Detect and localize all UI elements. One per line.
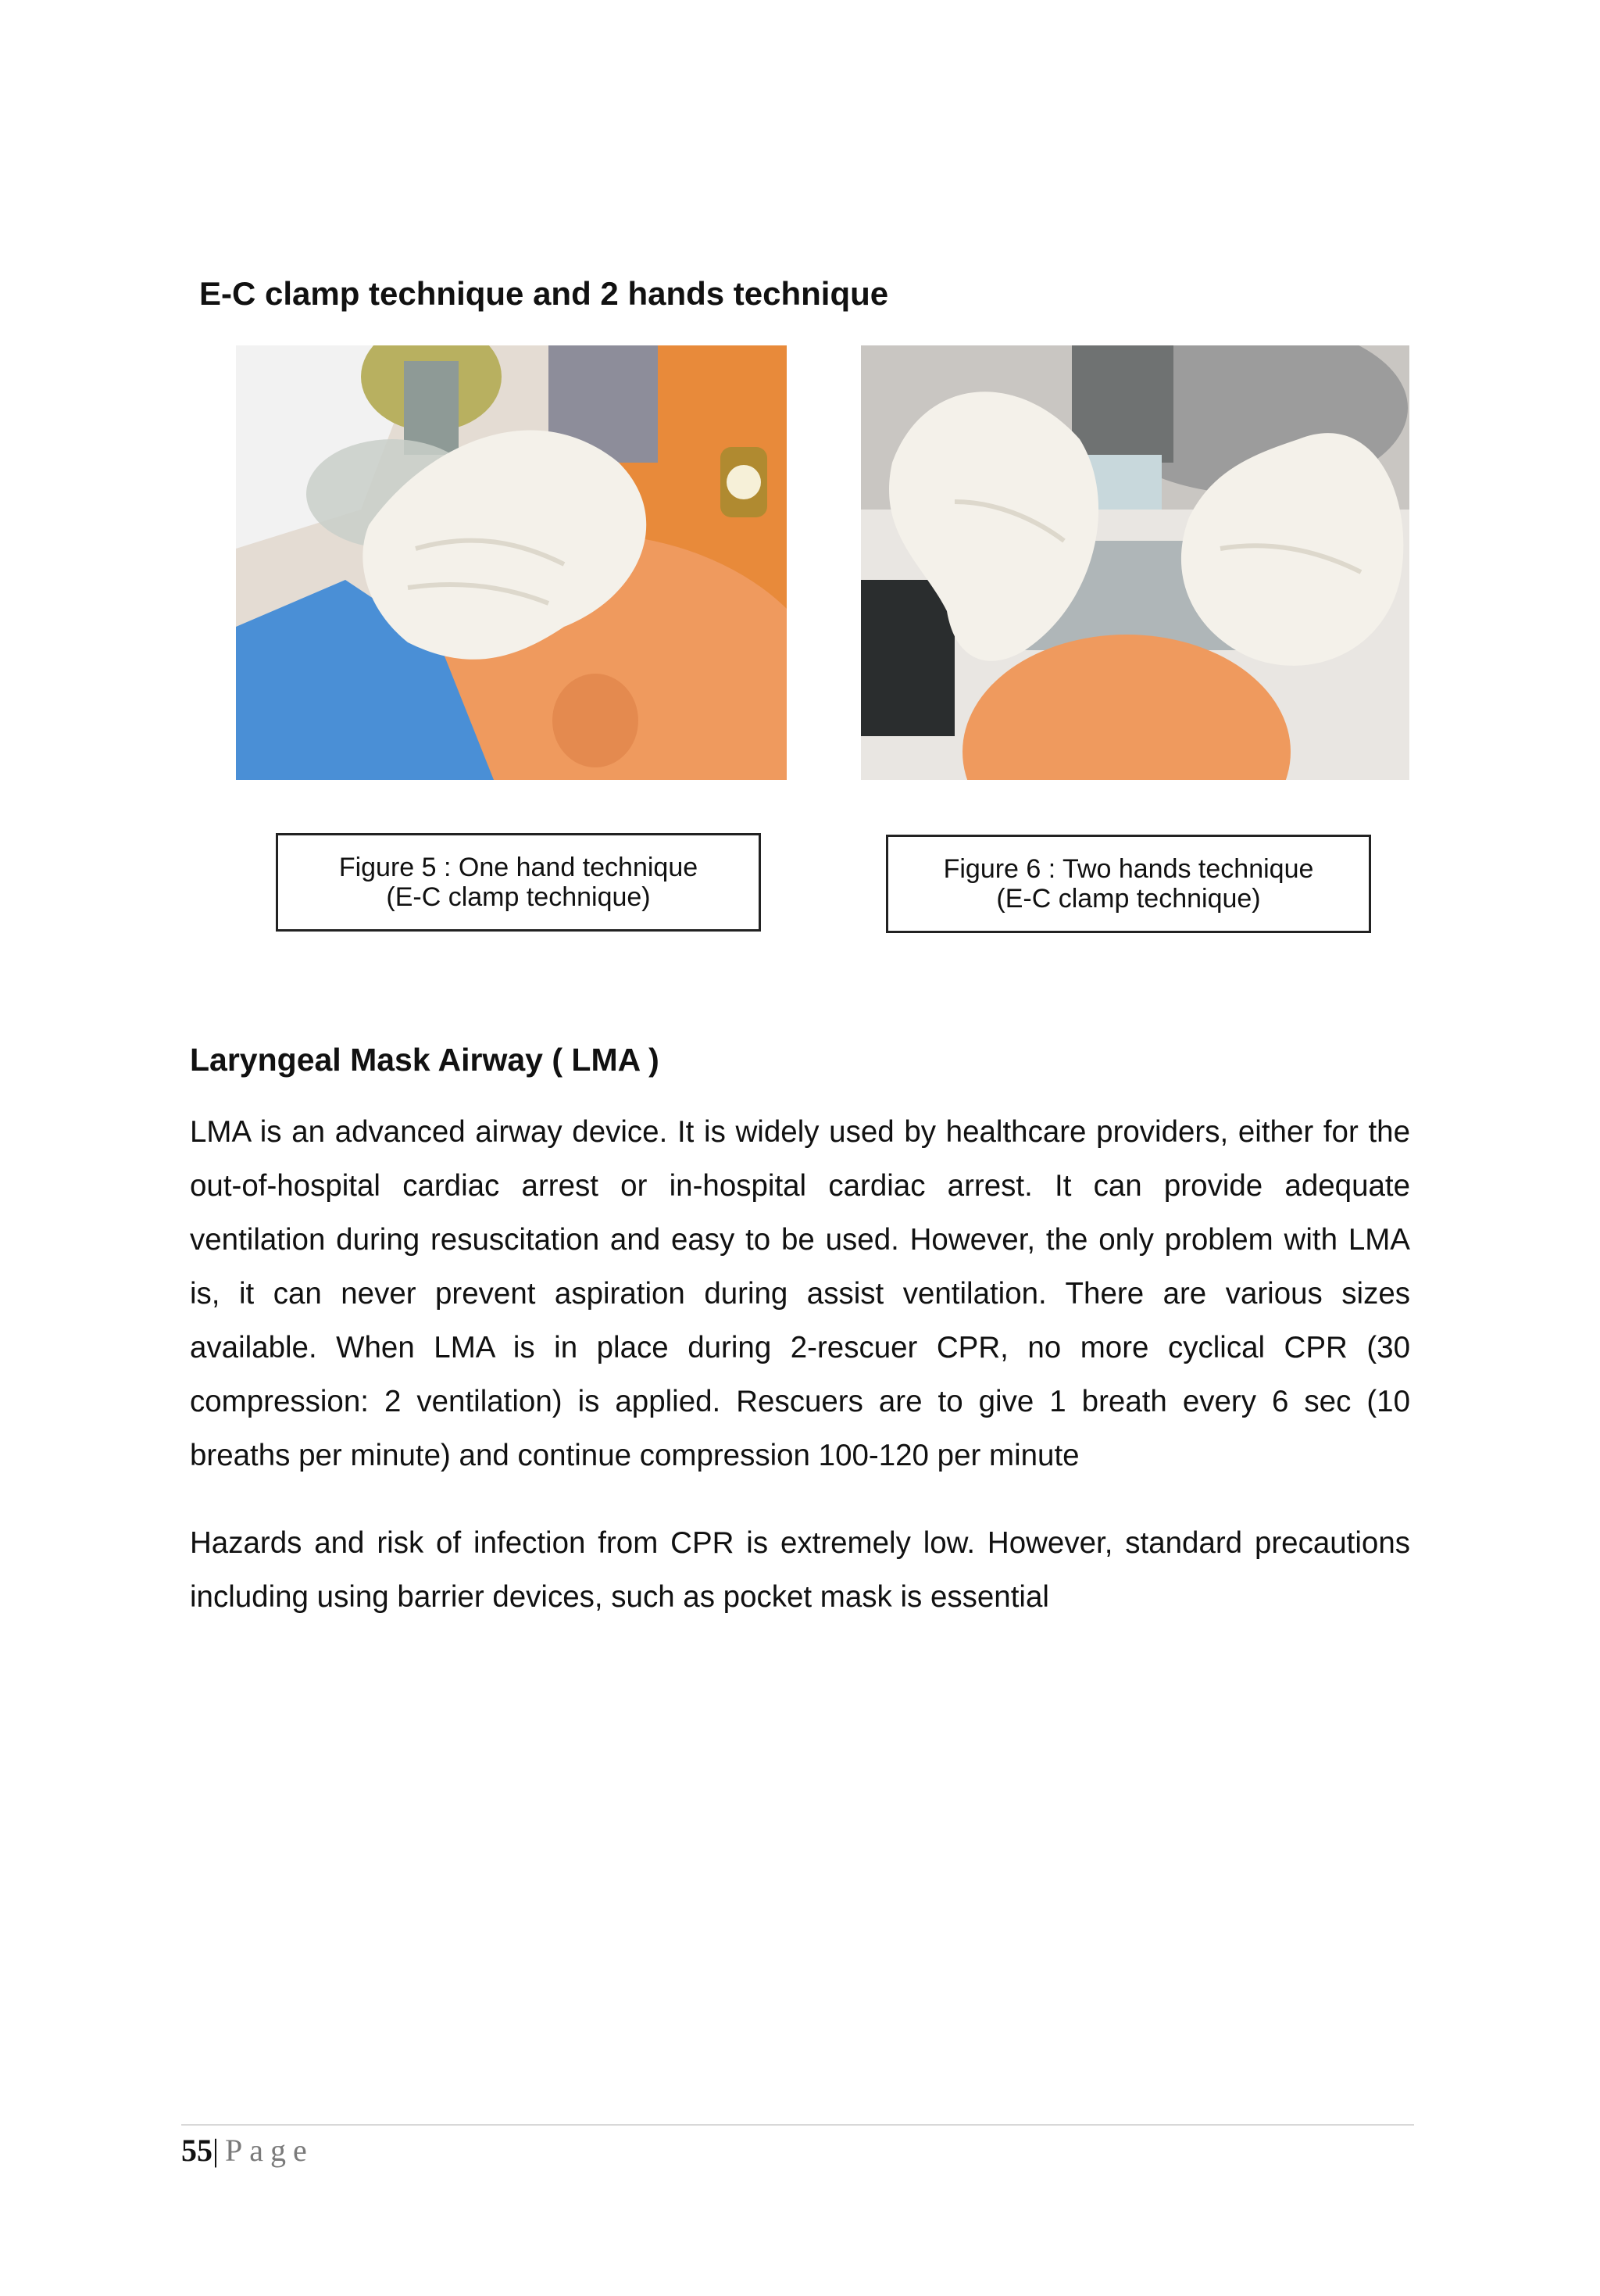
hazards-paragraph: Hazards and risk of infection from CPR is extremely low. However, standard precautions including using barrier devices, such as pocket mask is essential bbox=[190, 1526, 1410, 1614]
figure-5-caption bbox=[276, 833, 761, 932]
page-footer bbox=[181, 2132, 314, 2169]
footer-divider bbox=[181, 2124, 1414, 2126]
figure-6-caption-line2: (E-C clamp technique) bbox=[996, 884, 1261, 914]
figure-5-caption-line2: (E-C clamp technique) bbox=[386, 882, 651, 912]
section-title: E-C clamp technique and 2 hands technique bbox=[199, 275, 889, 312]
footer-separator: | bbox=[212, 2133, 220, 2168]
figure-6-photo bbox=[861, 345, 1409, 780]
figure-6-caption bbox=[886, 835, 1371, 933]
lma-paragraph: LMA is an advanced airway device. It is widely used by healthcare providers, either for the out-of-hospital cardiac arrest or in-hospital cardiac arrest. It can provide adequate ventilation during resuscitation and easy to be used. However, the only problem with LMA is, it can never prevent aspiration during assist ventilation. There are various sizes available. When LMA is in place during 2-rescuer CPR, no more cyclical CPR (30 compression: 2 ventilation) is applied. Rescuers are to give 1 breath every 6 sec (10 breaths per minute) and continue compression 100-120 per minute bbox=[190, 1115, 1410, 1472]
page-label: Page bbox=[225, 2133, 314, 2168]
figure-5-photo bbox=[236, 345, 787, 780]
figure-6-caption-line1: Figure 6 : Two hands technique bbox=[943, 854, 1314, 884]
lma-heading: Laryngeal Mask Airway ( LMA ) bbox=[190, 1042, 659, 1078]
figure-5-caption-line1: Figure 5 : One hand technique bbox=[338, 853, 698, 882]
page-number: 55 bbox=[181, 2133, 212, 2168]
